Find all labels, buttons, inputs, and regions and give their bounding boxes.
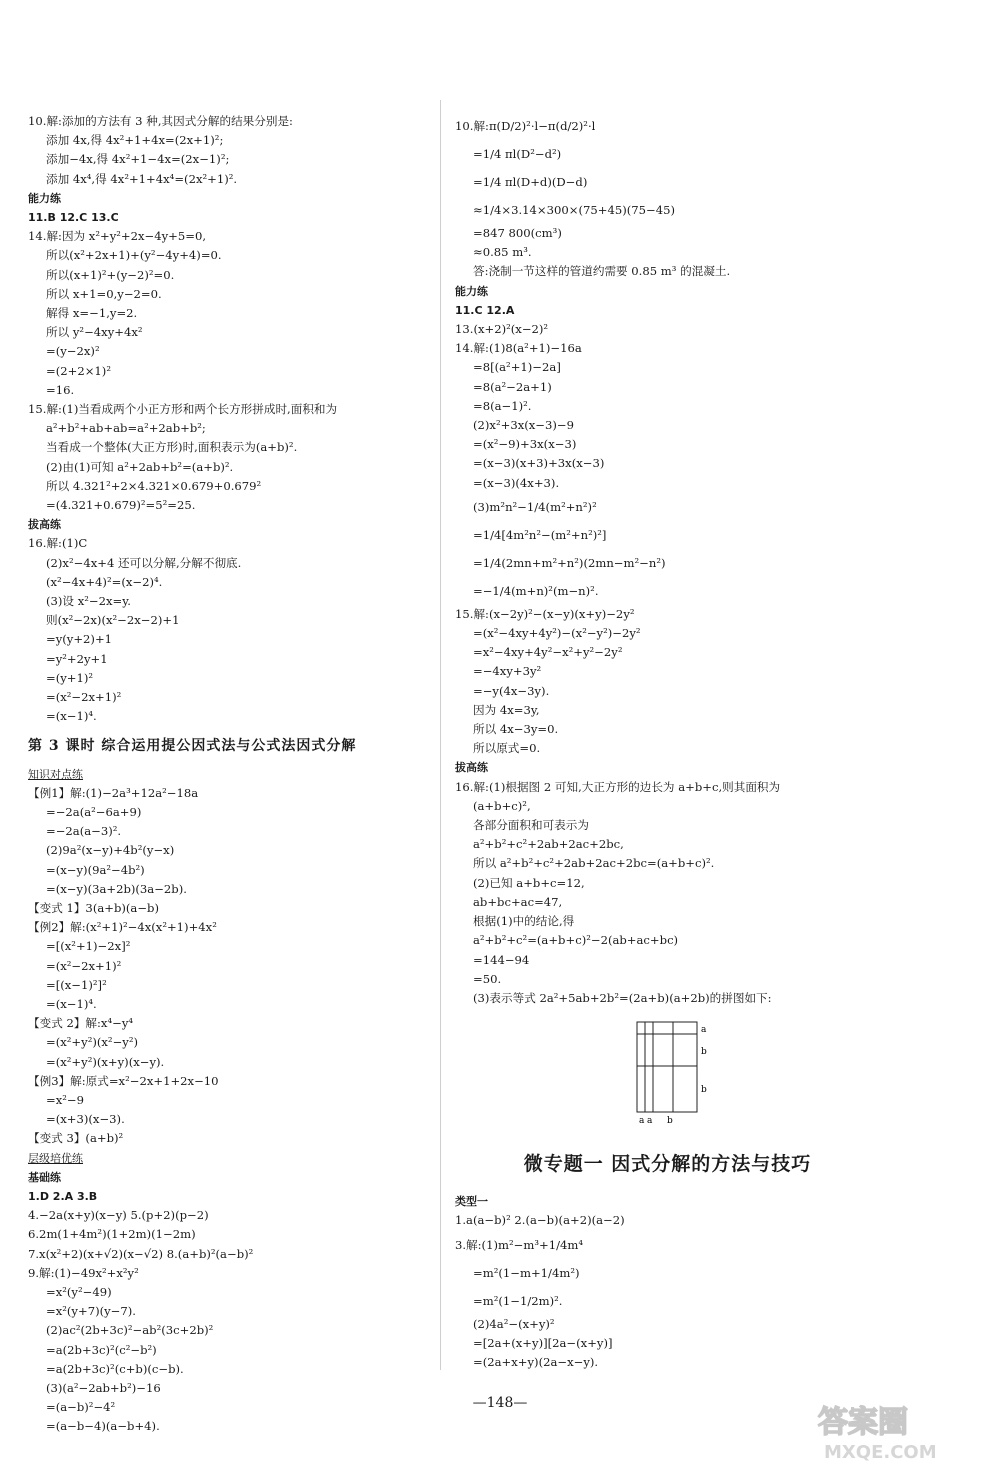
answer-line: =[(x−1)²]² — [46, 977, 107, 992]
answer-line: =(x²−2x+1)² — [46, 958, 122, 973]
answer-line: =(x−1)⁴. — [46, 996, 97, 1011]
answer-line: 【例1】解:(1)−2a³+12a²−18a — [28, 785, 199, 800]
answer-line: 16.解:(1)根据图 2 可知,大正方形的边长为 a+b+c,则其面积为 — [455, 779, 781, 794]
answer-line: =a(2b+3c)²(c+b)(c−b). — [46, 1361, 184, 1376]
answer-line: 11.C 12.A — [455, 303, 515, 317]
answer-line: (3)(a²−2ab+b²)−16 — [46, 1381, 161, 1395]
answer-line: =(x²−4xy+4y²)−(x²−y²)−2y² — [473, 626, 641, 641]
answer-line: 7.x(x²+2)(x+√2)(x−√2) 8.(a+b)²(a−b)² — [28, 1246, 254, 1261]
answer-line: 解得 x=−1,y=2. — [46, 306, 138, 321]
answer-line: 11.B 12.C 13.C — [28, 211, 119, 225]
answer-line: 9.解:(1)−49x²+x²y² — [28, 1265, 139, 1280]
answer-line: =m²(1−m+1/4m²) — [473, 1265, 580, 1280]
answer-line: a²+b²+ab+ab=a²+2ab+b²; — [46, 421, 206, 436]
answer-line: 3.解:(1)m²−m³+1/4m⁴ — [455, 1237, 583, 1252]
answer-line: 1.a(a−b)² 2.(a−b)(a+2)(a−2) — [455, 1213, 625, 1228]
tiling-diagram — [615, 1014, 875, 1126]
answer-line: 所以原式=0. — [473, 741, 541, 756]
answer-line: 所以 x+1=0,y−2=0. — [46, 286, 162, 301]
answer-line: =(x²+y²)(x+y)(x−y). — [46, 1054, 165, 1069]
answer-line: =m²(1−1/2m)². — [473, 1293, 563, 1308]
right-column — [455, 112, 880, 1372]
answer-line: (3)m²n²−1/4(m²+n²)² — [473, 499, 597, 514]
answer-line: 15.解:(x−2y)²−(x−y)(x+y)−2y² — [455, 606, 635, 621]
answer-line: =8[(a²+1)−2a] — [473, 360, 561, 375]
answer-line: =(x−3)(x+3)+3x(x−3) — [473, 456, 605, 471]
answer-line: 所以 a²+b²+c²+2ab+2ac+2bc=(a+b+c)². — [473, 856, 715, 871]
answer-line: =144−94 — [473, 952, 530, 967]
answer-line: 所以 4.321²+2×4.321×0.679+0.679² — [46, 478, 262, 493]
answer-line: 15.解:(1)当看成两个小正方形和两个长方形拼成时,面积和为 — [28, 402, 338, 417]
answer-line: 根据(1)中的结论,得 — [473, 914, 575, 929]
answer-line: =(y+1)² — [46, 670, 94, 685]
answer-line: (2)x²+3x(x−3)−9 — [473, 418, 575, 433]
answer-line: =(y−2x)² — [46, 344, 100, 359]
answer-line: =[(x²+1)−2x]² — [46, 939, 131, 954]
answer-line: =(a−b−4)(a−b+4). — [46, 1419, 160, 1434]
answer-line: 基础练 — [28, 1170, 61, 1184]
left-column — [28, 112, 428, 1437]
answer-line: 答:浇制一节这样的管道约需要 0.85 m³ 的混凝土. — [473, 264, 731, 279]
answer-line: 添加 4x⁴,得 4x²+1+4x⁴=(2x²+1)². — [46, 171, 238, 186]
answer-line: 添加 4x,得 4x²+1+4x=(2x+1)²; — [46, 133, 224, 148]
answer-line: (a+b+c)², — [473, 798, 531, 813]
answer-line: 能力练 — [455, 284, 488, 298]
answer-line: =1/4(2mn+m²+n²)(2mn−m²−n²) — [473, 555, 666, 570]
answer-line: 4.−2a(x+y)(x−y) 5.(p+2)(p−2) — [28, 1208, 209, 1223]
column-divider — [440, 100, 441, 1370]
answer-line: (2)ac²(2b+3c)²−ab²(3c+2b)² — [46, 1323, 214, 1338]
answer-line: 13.(x+2)²(x−2)² — [455, 322, 549, 337]
answer-line: 6.2m(1+4m²)(1+2m)(1−2m) — [28, 1227, 196, 1242]
figure-label: a — [701, 1025, 707, 1036]
answer-line: =(x²−2x+1)² — [46, 690, 122, 705]
answer-line: =(x+3)(x−3). — [46, 1112, 125, 1127]
answer-line: 所以(x²+2x+1)+(y²−4y+4)=0. — [46, 248, 222, 263]
answer-line: =8(a²−2a+1) — [473, 379, 552, 394]
answer-line: (3)设 x²−2x=y. — [46, 594, 131, 609]
answer-line: =(x²−9)+3x(x−3) — [473, 437, 577, 452]
answer-line: 类型一 — [455, 1195, 488, 1209]
answer-line: =y²+2y+1 — [46, 651, 108, 666]
answer-line: a²+b²+c²=(a+b+c)²−2(ab+ac+bc) — [473, 933, 679, 948]
answer-line: 当看成一个整体(大正方形)时,面积表示为(a+b)². — [46, 440, 298, 455]
right-answers-top — [455, 112, 880, 1008]
answer-line: =50. — [473, 971, 502, 986]
answer-line: =1/4 πl(D+d)(D−d) — [473, 175, 588, 189]
answer-line: =−2a(a−3)². — [46, 824, 122, 839]
answer-line: 10.解:π(D/2)²·l−π(d/2)²·l — [455, 119, 596, 133]
answer-line: =1/4 πl(D²−d²) — [473, 147, 562, 161]
answer-line: ≈0.85 m³. — [473, 245, 532, 260]
answer-line: =x²−9 — [46, 1092, 84, 1107]
answer-line: 所以(x+1)²+(y−2)²=0. — [46, 267, 175, 282]
answer-line: =(x²+y²)(x²−y²) — [46, 1035, 139, 1050]
answer-line: 层级培优练 — [28, 1151, 83, 1165]
watermark-logo — [812, 1398, 987, 1464]
answer-line: (2)x²−4x+4 还可以分解,分解不彻底. — [46, 555, 242, 570]
answer-line: (2)9a²(x−y)+4b²(y−x) — [46, 843, 175, 858]
answer-line: (3)表示等式 2a²+5ab+2b²=(2a+b)(a+2b)的拼图如下: — [473, 990, 772, 1005]
figure-label: a — [639, 1116, 645, 1127]
right-answers-bottom — [455, 1192, 880, 1372]
answer-line: =1/4[4m²n²−(m²+n²)²] — [473, 527, 607, 542]
answer-line: 拔高练 — [455, 761, 488, 775]
watermark-text: 答案圈 — [818, 1405, 908, 1440]
watermark-url: MXQE.COM — [824, 1442, 937, 1463]
answer-line: =x²(y+7)(y−7). — [46, 1304, 136, 1319]
answer-line: (2)已知 a+b+c=12, — [473, 875, 585, 890]
figure-label: b — [701, 1047, 707, 1058]
answer-line: ab+bc+ac=47, — [473, 894, 563, 909]
answer-line: 拔高练 — [28, 518, 61, 532]
answer-line: =−2a(a²−6a+9) — [46, 804, 142, 819]
answer-line: 10.解:添加的方法有 3 种,其因式分解的结果分别是: — [28, 114, 293, 128]
answer-line: a²+b²+c²+2ab+2ac+2bc, — [473, 837, 624, 852]
answer-line: 14.解:(1)8(a²+1)−16a — [455, 341, 582, 356]
answer-line: 14.解:因为 x²+y²+2x−4y+5=0, — [28, 229, 207, 244]
answer-line: =(x−y)(9a²−4b²) — [46, 862, 145, 877]
page-number: —148— — [472, 1395, 528, 1411]
answer-line: 【例3】解:原式=x²−2x+1+2x−10 — [28, 1073, 219, 1088]
answer-line: =x²(y²−49) — [46, 1284, 112, 1299]
answer-line: 【变式 1】3(a+b)(a−b) — [28, 900, 160, 915]
answer-line: 【变式 2】解:x⁴−y⁴ — [28, 1016, 134, 1031]
answer-line: 因为 4x=3y, — [473, 702, 540, 717]
answer-line: (x²−4x+4)²=(x−2)⁴. — [46, 574, 163, 589]
answer-line: =[2a+(x+y)][2a−(x+y)] — [473, 1335, 613, 1350]
answer-line: =(x−3)(4x+3). — [473, 475, 560, 490]
tiling-figure — [615, 1014, 875, 1126]
answer-line: =(2a+x+y)(2a−x−y). — [473, 1354, 599, 1369]
answer-line: =16. — [46, 382, 75, 397]
answer-line: (2)4a²−(x+y)² — [473, 1316, 555, 1331]
answer-line: =a(2b+3c)²(c²−b²) — [46, 1342, 157, 1357]
answer-line: 添加−4x,得 4x²+1−4x=(2x−1)²; — [46, 152, 230, 167]
answer-line: 16.解:(1)C — [28, 536, 88, 551]
answer-line: =x²−4xy+4y²−x²+y²−2y² — [473, 645, 623, 660]
answer-line: 所以 4x−3y=0. — [473, 722, 559, 737]
answer-line: 所以 y²−4xy+4x² — [46, 325, 143, 340]
figure-label: b — [667, 1116, 673, 1127]
answer-line: =(x−1)⁴. — [46, 709, 97, 724]
answer-line: ≈1/4×3.14×300×(75+45)(75−45) — [473, 203, 675, 217]
answer-line: =(4.321+0.679)²=5²=25. — [46, 498, 196, 513]
answer-line: =(2+2×1)² — [46, 363, 111, 378]
answer-line: =−1/4(m+n)²(m−n)². — [473, 583, 599, 598]
answer-line: 第 3 课时 综合运用提公因式法与公式法因式分解 — [28, 737, 357, 754]
answer-line: 1.D 2.A 3.B — [28, 1189, 98, 1203]
figure-label: b — [701, 1085, 707, 1096]
answer-line: =(x−y)(3a+2b)(3a−2b). — [46, 881, 187, 896]
answer-line: =(a−b)²−4² — [46, 1400, 116, 1415]
answer-line: (2)由(1)可知 a²+2ab+b²=(a+b)². — [46, 459, 234, 474]
answer-line: =8(a−1)². — [473, 398, 532, 413]
answer-line: 【变式 3】(a+b)² — [28, 1131, 124, 1146]
answer-line: =847 800(cm³) — [473, 226, 562, 240]
figure-label: a — [647, 1116, 653, 1127]
answer-line: 【例2】解:(x²+1)²−4x(x²+1)+4x² — [28, 920, 217, 935]
section-title: 微专题一 因式分解的方法与技巧 — [523, 1153, 812, 1176]
answer-line: 能力练 — [28, 191, 61, 205]
answer-line: =y(y+2)+1 — [46, 632, 113, 647]
answer-line: 各部分面积和可表示为 — [473, 818, 589, 833]
answer-line: =−4xy+3y² — [473, 664, 542, 679]
answer-line: 则(x²−2x)(x²−2x−2)+1 — [46, 613, 180, 628]
answer-line: 知识对点练 — [28, 767, 83, 781]
answer-line: =−y(4x−3y). — [473, 683, 550, 698]
